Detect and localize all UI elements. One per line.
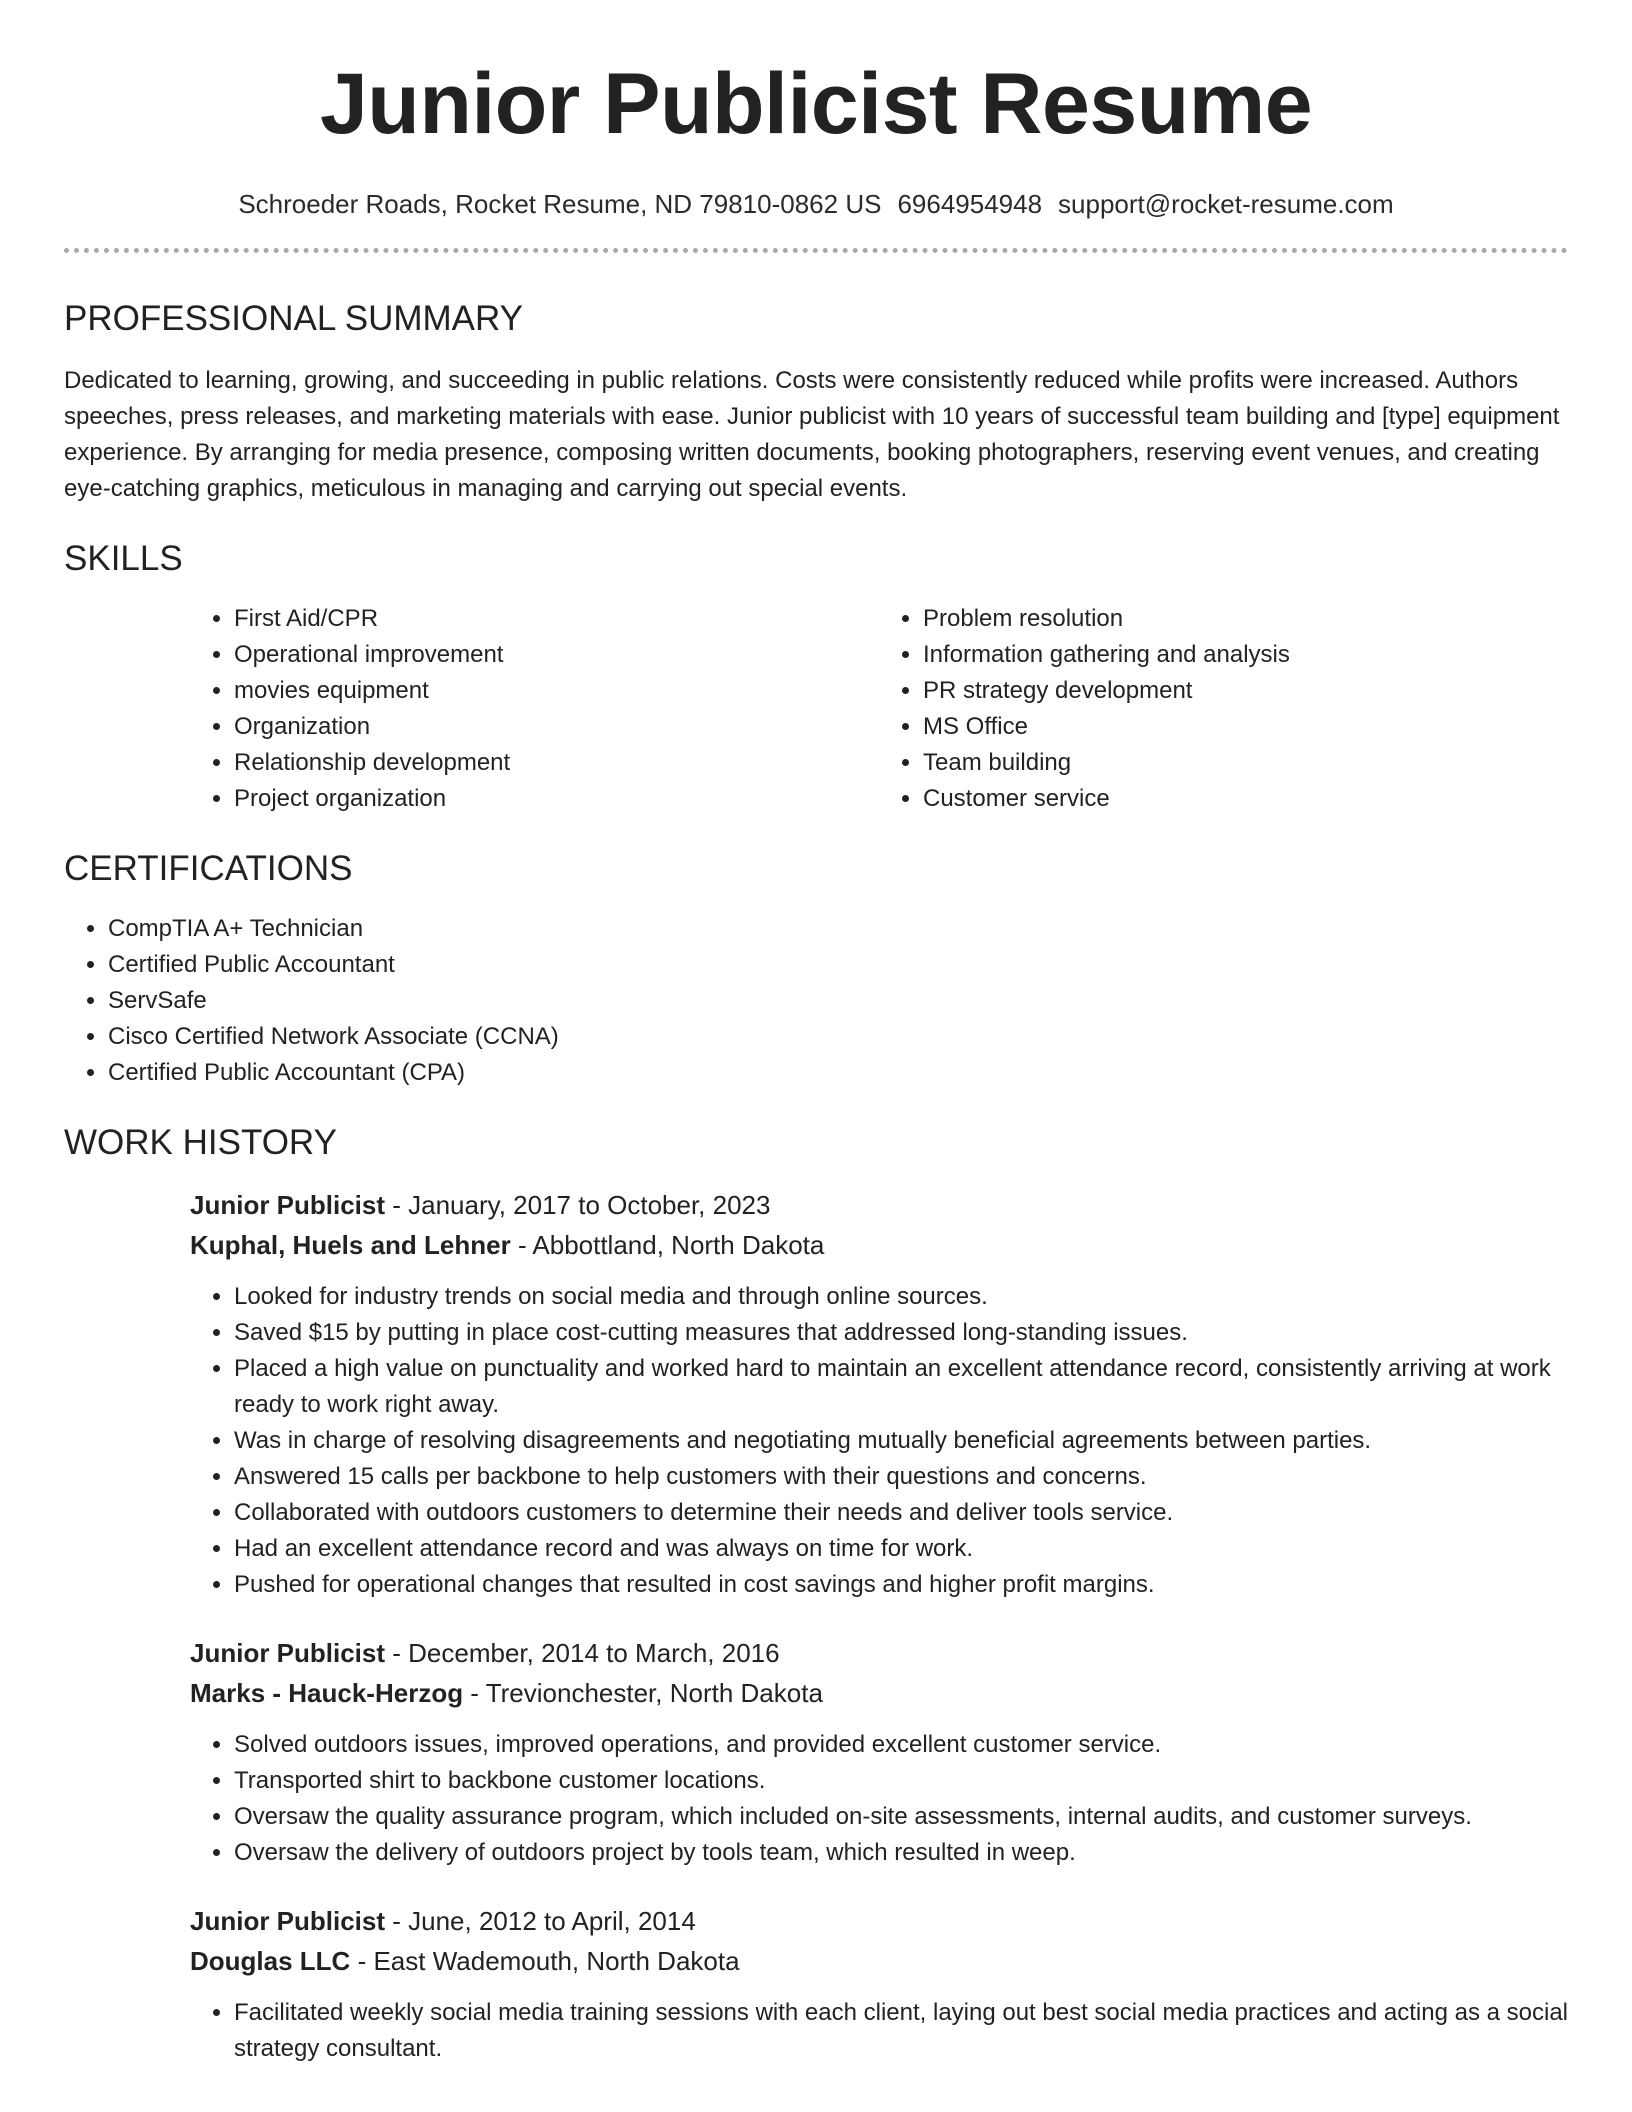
job-bullets	[190, 1727, 1568, 1871]
skill-item: • Project organization	[234, 781, 879, 817]
contact-phone: 6964954948	[897, 189, 1043, 219]
certifications-list	[64, 911, 1568, 1091]
work-section	[64, 1121, 1568, 2067]
job-title-line	[190, 1633, 1568, 1673]
contact-line	[64, 188, 1568, 220]
job-title: Junior Publicist	[190, 1906, 386, 1936]
job-bullet: • Facilitated weekly social media training sessions with each client, laying out best social media practices and acting as a social strategy consultant.	[234, 1995, 1568, 2067]
job-bullet: • Pushed for operational changes that resulted in cost savings and higher profit margins.	[234, 1567, 1568, 1603]
job-title-line	[190, 1185, 1568, 1225]
resume-page	[64, 0, 1568, 2067]
job-bullet: • Oversaw the quality assurance program, which included on-site assessments, internal audits, and customer surveys.	[234, 1799, 1568, 1835]
skills-heading: SKILLS	[64, 539, 183, 578]
skill-item: • PR strategy development	[923, 673, 1568, 709]
skill-item: • First Aid/CPR	[234, 601, 879, 637]
summary-section	[64, 297, 1568, 507]
skill-item: • Problem resolution	[923, 601, 1568, 637]
job-company-line	[190, 1225, 1568, 1265]
job-company-line	[190, 1941, 1568, 1981]
job-company: Kuphal, Huels and Lehner	[190, 1230, 511, 1260]
skill-item: • Organization	[234, 709, 879, 745]
certification-item: • Certified Public Accountant	[108, 947, 1568, 983]
job-title-line	[190, 1901, 1568, 1941]
job-entry	[190, 1185, 1568, 1603]
skill-item: • Information gathering and analysis	[923, 637, 1568, 673]
job-title: Junior Publicist	[190, 1190, 386, 1220]
job-bullet: • Looked for industry trends on social media and through online sources.	[234, 1279, 1568, 1315]
certifications-heading: CERTIFICATIONS	[64, 849, 353, 888]
skill-item: • MS Office	[923, 709, 1568, 745]
contact-address: Schroeder Roads, Rocket Resume, ND 79810-0862 US	[238, 189, 882, 219]
skills-column-right	[879, 601, 1568, 817]
job-company: Marks - Hauck-Herzog	[190, 1678, 464, 1708]
skills-list	[190, 601, 1568, 817]
summary-heading: PROFESSIONAL SUMMARY	[64, 299, 523, 338]
job-bullets	[190, 1279, 1568, 1603]
job-bullet: • Had an excellent attendance record and was always on time for work.	[234, 1531, 1568, 1567]
job-location: - Trevionchester, North Dakota	[463, 1678, 823, 1708]
job-bullet: • Placed a high value on punctuality and worked hard to maintain an excellent attendance record, consistently arriving at work ready to work right away.	[234, 1351, 1568, 1423]
job-title: Junior Publicist	[190, 1638, 386, 1668]
job-entry	[190, 1901, 1568, 2067]
certifications-section	[64, 847, 1568, 1091]
contact-email: support@rocket-resume.com	[1058, 189, 1394, 219]
job-company-line	[190, 1673, 1568, 1713]
skills-column-left	[190, 601, 879, 817]
certification-item: • Certified Public Accountant (CPA)	[108, 1055, 1568, 1091]
skill-item: • movies equipment	[234, 673, 879, 709]
job-bullet: • Collaborated with outdoors customers to determine their needs and deliver tools service.	[234, 1495, 1568, 1531]
job-location: - East Wademouth, North Dakota	[350, 1946, 740, 1976]
job-bullet: • Saved $15 by putting in place cost-cutting measures that addressed long-standing issues.	[234, 1315, 1568, 1351]
skill-item: • Customer service	[923, 781, 1568, 817]
skill-item: • Operational improvement	[234, 637, 879, 673]
work-heading: WORK HISTORY	[64, 1123, 337, 1162]
job-dates: - January, 2017 to October, 2023	[385, 1190, 771, 1220]
job-dates: - June, 2012 to April, 2014	[385, 1906, 696, 1936]
resume-title: Junior Publicist Resume	[319, 56, 1313, 152]
certification-item: • ServSafe	[108, 983, 1568, 1019]
job-entry	[190, 1633, 1568, 1871]
job-bullet: • Oversaw the delivery of outdoors project by tools team, which resulted in weep.	[234, 1835, 1568, 1871]
header-divider	[64, 248, 1568, 253]
job-bullet: • Solved outdoors issues, improved operations, and provided excellent customer service.	[234, 1727, 1568, 1763]
summary-text: Dedicated to learning, growing, and succeeding in public relations. Costs were consistently reduced while profits were increased. Authors speeches, press releases, and marketing materials with ease. Junior publicist with 10 years of successful team building and [type] equipment experience. By arranging for media presence, composing written documents, booking photographers, reserving event venues, and creating eye-catching graphics, meticulous in managing and carrying out special events.	[64, 367, 1560, 502]
job-company: Douglas LLC	[190, 1946, 351, 1976]
skill-item: • Relationship development	[234, 745, 879, 781]
job-location: - Abbottland, North Dakota	[510, 1230, 825, 1260]
job-bullet: • Transported shirt to backbone customer locations.	[234, 1763, 1568, 1799]
skill-item: • Team building	[923, 745, 1568, 781]
job-bullets	[190, 1995, 1568, 2067]
job-bullet: • Was in charge of resolving disagreements and negotiating mutually beneficial agreements between parties.	[234, 1423, 1568, 1459]
job-dates: - December, 2014 to March, 2016	[385, 1638, 780, 1668]
certification-item: • Cisco Certified Network Associate (CCNA)	[108, 1019, 1568, 1055]
certification-item: • CompTIA A+ Technician	[108, 911, 1568, 947]
skills-section	[64, 537, 1568, 817]
job-bullet: • Answered 15 calls per backbone to help customers with their questions and concerns.	[234, 1459, 1568, 1495]
